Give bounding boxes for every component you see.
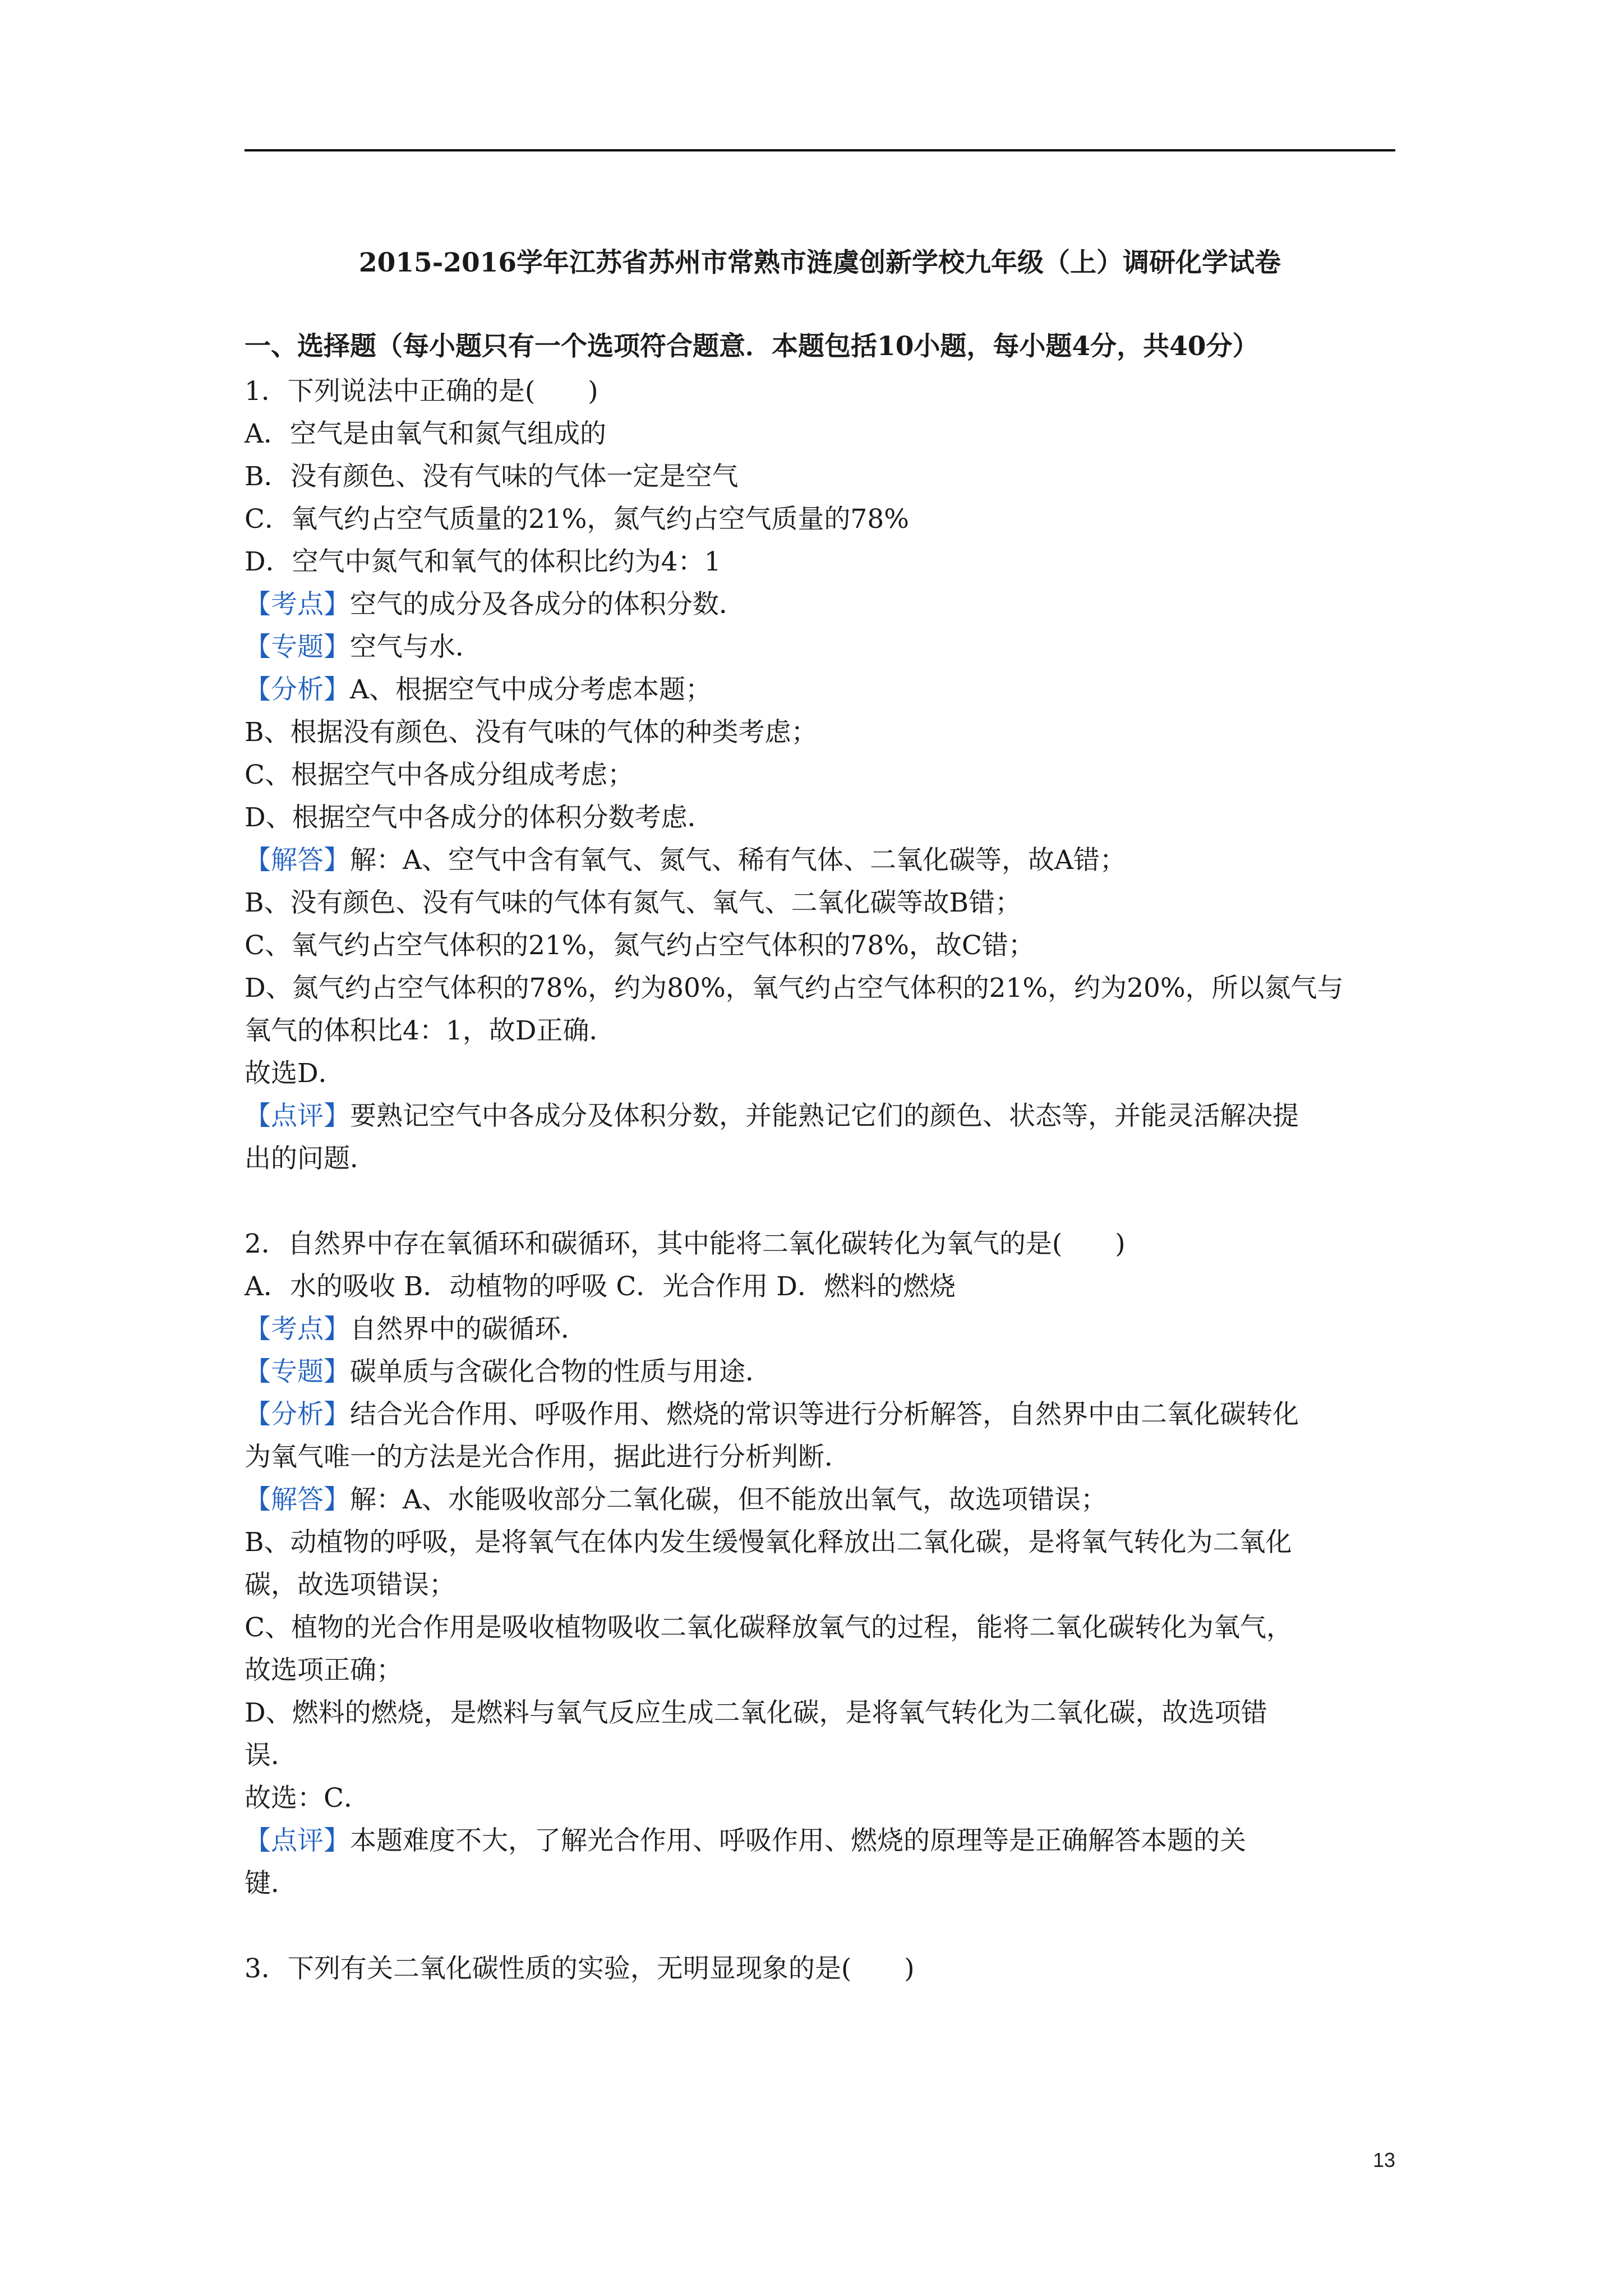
q2-zhuanti [245,1351,1395,1393]
q1-jieda-line: D、氮气约占空气体积的78%，约为80%，氧气约占空气体积的21%，约为20%，所以氮气与 [245,973,1344,1004]
q2-stem: 2．自然界中存在氧循环和碳循环，其中能将二氧化碳转化为氧气的是( ) [245,1228,1126,1259]
spacer [245,1180,1395,1223]
q1-jieda [245,839,1395,882]
q2-answer: 故选：C． [245,1783,370,1814]
q2-dianping [245,1820,1395,1862]
q2-fenxi-tag: 【分析】 [245,1399,350,1430]
q1-stem: 1．下列说法中正确的是( ) [245,376,598,407]
q2-kaodian-text: 自然界中的碳循环． [350,1314,587,1345]
q1-answer: 故选D． [245,1058,345,1089]
q1-option-a: A．空气是由氧气和氮气组成的 [245,418,606,449]
q2-fenxi [245,1393,1395,1436]
q2-jieda-line: 故选项正确； [245,1655,403,1686]
q1-dianping-cont: 出的问题． [245,1143,376,1174]
document-body [245,370,1395,1990]
q3-stem: 3．下列有关二氧化碳性质的实验，无明显现象的是( ) [245,1953,915,1984]
q1-jieda-line: 氧气的体积比4：1，故D正确． [245,1015,616,1046]
q1-fenxi [245,669,1395,711]
q1-dianping-tag: 【点评】 [245,1101,350,1131]
q1-option-d: D．空气中氮气和氧气的体积比约为4：1 [245,546,721,577]
q2-fenxi-cont: 为氧气唯一的方法是光合作用，据此进行分析判断． [245,1442,851,1473]
q2-options: A．水的吸收 B．动植物的呼吸 C．光合作用 D．燃料的燃烧 [245,1271,956,1302]
q1-jieda-text: 解：A、空气中含有氧气、氮气、稀有气体、二氧化碳等，故A错； [350,845,1126,876]
q2-jieda-line: B、动植物的呼吸，是将氧气在体内发生缓慢氧化释放出二氧化碳，是将氧气转化为二氧化 [245,1527,1292,1558]
q1-kaodian-text: 空气的成分及各成分的体积分数． [350,589,745,620]
q1-fenxi-line: C、根据空气中各成分组成考虑； [245,760,634,790]
spacer [245,1905,1395,1948]
q2-dianping-cont: 键． [245,1868,297,1899]
q1-option-c: C．氧气约占空气质量的21%，氮气约占空气质量的78% [245,504,909,535]
q2-jieda-line: 误． [245,1740,297,1771]
q2-jieda-line: D、燃料的燃烧，是燃料与氧气反应生成二氧化碳，是将氧气转化为二氧化碳，故选项错 [245,1697,1267,1728]
page-number: 13 [1372,2148,1395,2171]
q2-jieda [245,1479,1395,1521]
q1-zhuanti [245,626,1395,669]
q2-jieda-tag: 【解答】 [245,1484,350,1515]
q2-dianping-text: 本题难度不大，了解光合作用、呼吸作用、燃烧的原理等是正确解答本题的关 [350,1825,1246,1856]
q1-kaodian-tag: 【考点】 [245,589,350,620]
q2-jieda-line: 碳，故选项错误； [245,1570,455,1600]
q1-zhuanti-text: 空气与水． [350,632,482,662]
q2-jieda-text: 解：A、水能吸收部分二氧化碳，但不能放出氧气，故选项错误； [350,1484,1107,1515]
q2-kaodian [245,1308,1395,1351]
q1-fenxi-line: D、根据空气中各成分的体积分数考虑． [245,802,714,833]
q2-zhuanti-tag: 【专题】 [245,1356,350,1387]
q1-jieda-line: B、没有颜色、没有气味的气体有氮气、氧气、二氧化碳等故B错； [245,887,1022,918]
q1-kaodian [245,583,1395,626]
q2-fenxi-text: 结合光合作用、呼吸作用、燃烧的常识等进行分析解答，自然界中由二氧化碳转化 [350,1399,1299,1430]
q1-dianping-text: 要熟记空气中各成分及体积分数，并能熟记它们的颜色、状态等，并能灵活解决提 [350,1101,1299,1131]
q1-option-b: B．没有颜色、没有气味的气体一定是空气 [245,461,739,492]
q1-jieda-line: C、氧气约占空气体积的21%，氮气约占空气体积的78%，故C错； [245,930,1035,961]
q1-zhuanti-tag: 【专题】 [245,632,350,662]
q1-jieda-tag: 【解答】 [245,845,350,876]
page-title: 2015-2016学年江苏省苏州市常熟市涟虞创新学校九年级（上）调研化学试卷 [358,247,1281,278]
header-rule [245,149,1395,151]
q1-dianping [245,1095,1395,1138]
q2-kaodian-tag: 【考点】 [245,1314,350,1345]
section-heading: 一、选择题（每小题只有一个选项符合题意．本题包括10小题，每小题4分，共40分） [245,331,1259,362]
q2-dianping-tag: 【点评】 [245,1825,350,1856]
q1-fenxi-line: B、根据没有颜色、没有气味的气体的种类考虑； [245,717,818,748]
q1-fenxi-text: A、根据空气中成分考虑本题； [350,674,712,705]
q2-zhuanti-text: 碳单质与含碳化合物的性质与用途． [350,1356,772,1387]
q1-fenxi-tag: 【分析】 [245,674,350,705]
q2-jieda-line: C、植物的光合作用是吸收植物吸收二氧化碳释放氧气的过程，能将二氧化碳转化为氧气， [245,1612,1293,1643]
